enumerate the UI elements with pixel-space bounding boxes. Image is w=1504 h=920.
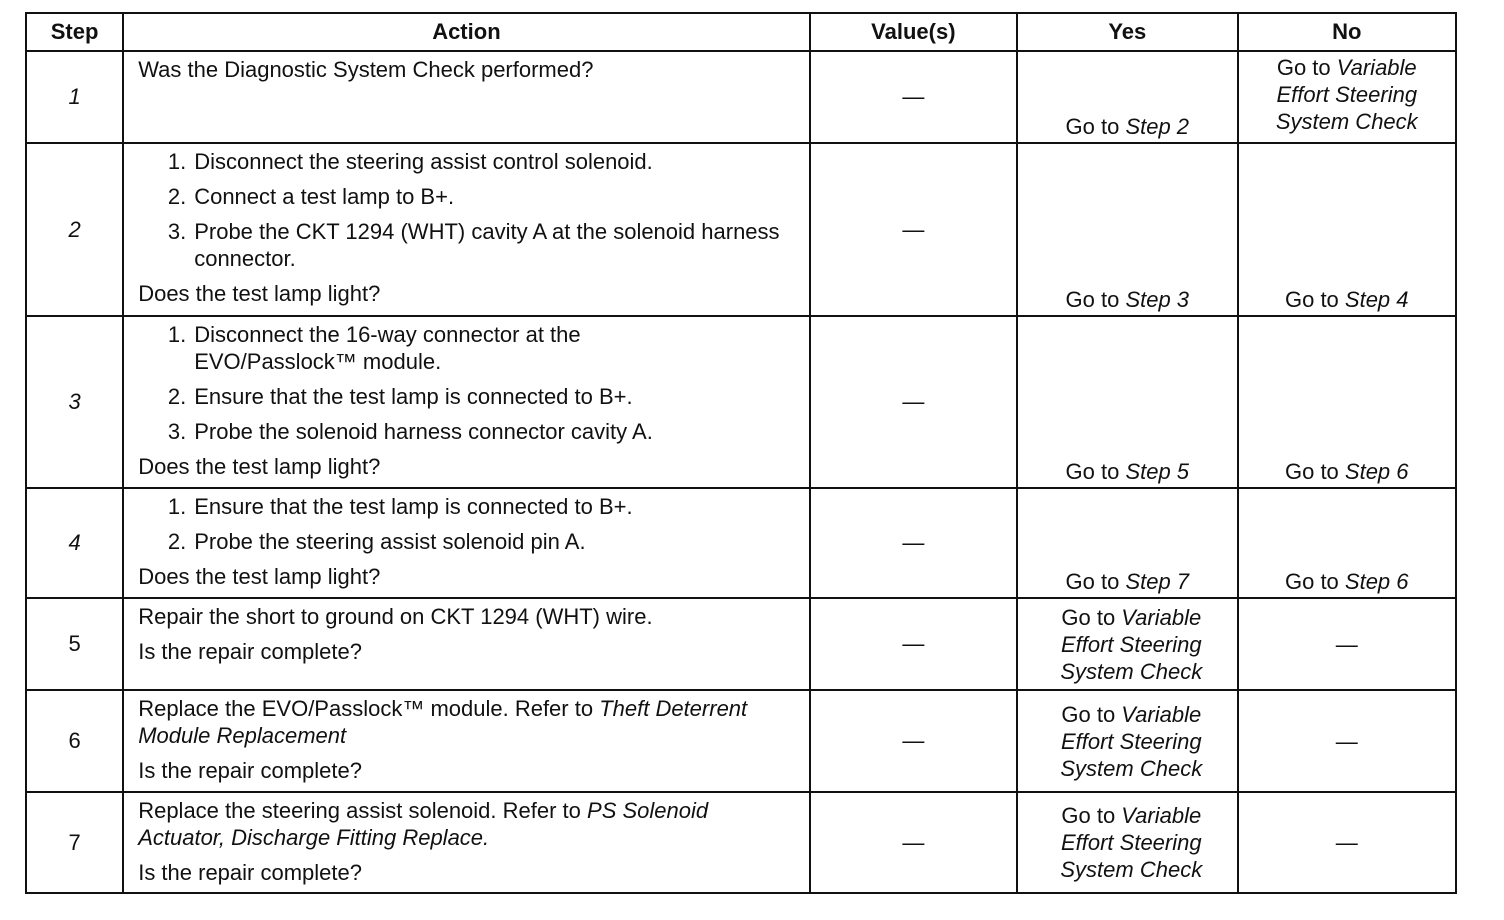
value-cell: — [810, 51, 1017, 143]
step-index: 2. [167, 529, 187, 554]
value-cell: — [810, 143, 1017, 316]
action-question: Was the Diagnostic System Check performed? [138, 57, 594, 82]
action-step [167, 218, 796, 272]
yes-cell[interactable] [1017, 792, 1237, 893]
value-cell: — [810, 690, 1017, 792]
diagnostic-table [25, 12, 1457, 894]
no-cell: — [1238, 598, 1456, 690]
action-step [167, 383, 796, 410]
step-index: 2. [167, 184, 187, 209]
step-number: 6 [26, 690, 123, 792]
yes-prefix: Go to [1065, 287, 1126, 312]
yes-link[interactable]: Variable Effort Steering System Check [1060, 604, 1203, 684]
yes-link[interactable]: Variable Effort Steering System Check [1060, 701, 1203, 781]
action-cell [123, 792, 809, 893]
no-prefix: Go to [1284, 287, 1345, 312]
no-link[interactable]: Step 6 [1344, 459, 1409, 484]
no-prefix: Go to [1276, 55, 1337, 80]
yes-link[interactable]: Step 3 [1125, 287, 1190, 312]
yes-link[interactable]: Step 7 [1125, 569, 1190, 594]
no-prefix: Go to [1284, 459, 1345, 484]
yes-cell[interactable] [1017, 51, 1237, 143]
yes-cell[interactable] [1017, 488, 1237, 598]
value-cell: — [810, 316, 1017, 488]
yes-prefix: Go to [1065, 459, 1126, 484]
action-step [167, 418, 796, 445]
header-yes: Yes [1017, 13, 1237, 51]
instruction-reference-link[interactable]: PS Solenoid Actuator, Discharge Fitting Replace. [138, 798, 709, 850]
no-cell[interactable] [1238, 51, 1456, 143]
yes-prefix: Go to [1061, 803, 1122, 828]
no-cell[interactable] [1238, 488, 1456, 598]
step-text: Ensure that the test lamp is connected to B+. [194, 384, 633, 409]
step-index: 2. [167, 384, 187, 409]
step-index: 3. [167, 419, 187, 444]
action-question: Is the repair complete? [138, 639, 362, 664]
value-cell: — [810, 598, 1017, 690]
step-text: Probe the solenoid harness connector cavity A. [194, 419, 653, 444]
table-row [26, 598, 1456, 690]
table-row [26, 792, 1456, 893]
header-step: Step [26, 13, 123, 51]
action-step [167, 148, 796, 175]
action-cell [123, 143, 809, 316]
no-link[interactable]: Variable Effort Steering System Check [1275, 55, 1418, 134]
action-question: Is the repair complete? [138, 860, 362, 885]
action-instruction [138, 797, 796, 851]
step-number: 5 [26, 598, 123, 690]
table-row [26, 488, 1456, 598]
no-cell[interactable] [1238, 143, 1456, 316]
action-steps [138, 493, 796, 555]
action-cell [123, 316, 809, 488]
step-text: Ensure that the test lamp is connected to B+. [194, 494, 633, 519]
no-cell: — [1238, 792, 1456, 893]
action-step [167, 493, 796, 520]
yes-prefix: Go to [1061, 701, 1122, 727]
step-text: Disconnect the 16-way connector at the EVO/Passlock™ module. [194, 322, 581, 374]
yes-prefix: Go to [1061, 604, 1122, 630]
instruction-text: Replace the steering assist solenoid. Refer to [138, 798, 588, 823]
header-no: No [1238, 13, 1456, 51]
yes-prefix: Go to [1065, 114, 1126, 139]
step-text: Probe the steering assist solenoid pin A. [194, 529, 586, 554]
instruction-text: Replace the EVO/Passlock™ module. Refer to [138, 696, 600, 721]
header-row [26, 13, 1456, 51]
action-question: Does the test lamp light? [138, 281, 381, 306]
action-steps [138, 321, 796, 445]
step-index: 1. [167, 149, 187, 174]
step-number: 2 [26, 143, 123, 316]
yes-prefix: Go to [1065, 569, 1126, 594]
action-question: Does the test lamp light? [138, 564, 381, 589]
action-cell [123, 598, 809, 690]
action-cell [123, 488, 809, 598]
step-index: 1. [167, 322, 187, 347]
action-cell [123, 51, 809, 143]
no-prefix: Go to [1284, 569, 1345, 594]
action-cell [123, 690, 809, 792]
no-link[interactable]: Step 6 [1344, 569, 1409, 594]
no-cell[interactable] [1238, 316, 1456, 488]
action-question: Does the test lamp light? [138, 454, 381, 479]
yes-link[interactable]: Step 5 [1125, 459, 1190, 484]
action-instruction [138, 695, 796, 749]
no-cell: — [1238, 690, 1456, 792]
yes-cell[interactable] [1017, 598, 1237, 690]
table-row [26, 143, 1456, 316]
step-number: 7 [26, 792, 123, 893]
step-number: 4 [26, 488, 123, 598]
no-link[interactable]: Step 4 [1344, 287, 1409, 312]
table-row [26, 51, 1456, 143]
yes-cell[interactable] [1017, 690, 1237, 792]
step-index: 1. [167, 494, 187, 519]
step-number: 1 [26, 51, 123, 143]
instruction-reference-link[interactable]: Theft Deterrent Module Replacement [138, 696, 748, 748]
value-cell: — [810, 792, 1017, 893]
action-step [167, 321, 796, 375]
step-text: Connect a test lamp to B+. [194, 184, 455, 209]
action-steps [138, 148, 796, 272]
table-row [26, 316, 1456, 488]
yes-cell[interactable] [1017, 316, 1237, 488]
step-number: 3 [26, 316, 123, 488]
yes-link[interactable]: Variable Effort Steering System Check [1060, 803, 1203, 882]
step-index: 3. [167, 219, 187, 244]
action-question: Is the repair complete? [138, 758, 362, 783]
action-step [167, 183, 796, 210]
value-cell: — [810, 488, 1017, 598]
yes-link[interactable]: Step 2 [1125, 114, 1190, 139]
action-instruction: Repair the short to ground on CKT 1294 (WHT) wire. [138, 604, 653, 629]
step-text: Disconnect the steering assist control solenoid. [194, 149, 653, 174]
table-row [26, 690, 1456, 792]
yes-cell[interactable] [1017, 143, 1237, 316]
step-text: Probe the CKT 1294 (WHT) cavity A at the solenoid harness connector. [194, 219, 780, 271]
action-step [167, 528, 796, 555]
header-action: Action [123, 13, 809, 51]
header-values: Value(s) [810, 13, 1017, 51]
